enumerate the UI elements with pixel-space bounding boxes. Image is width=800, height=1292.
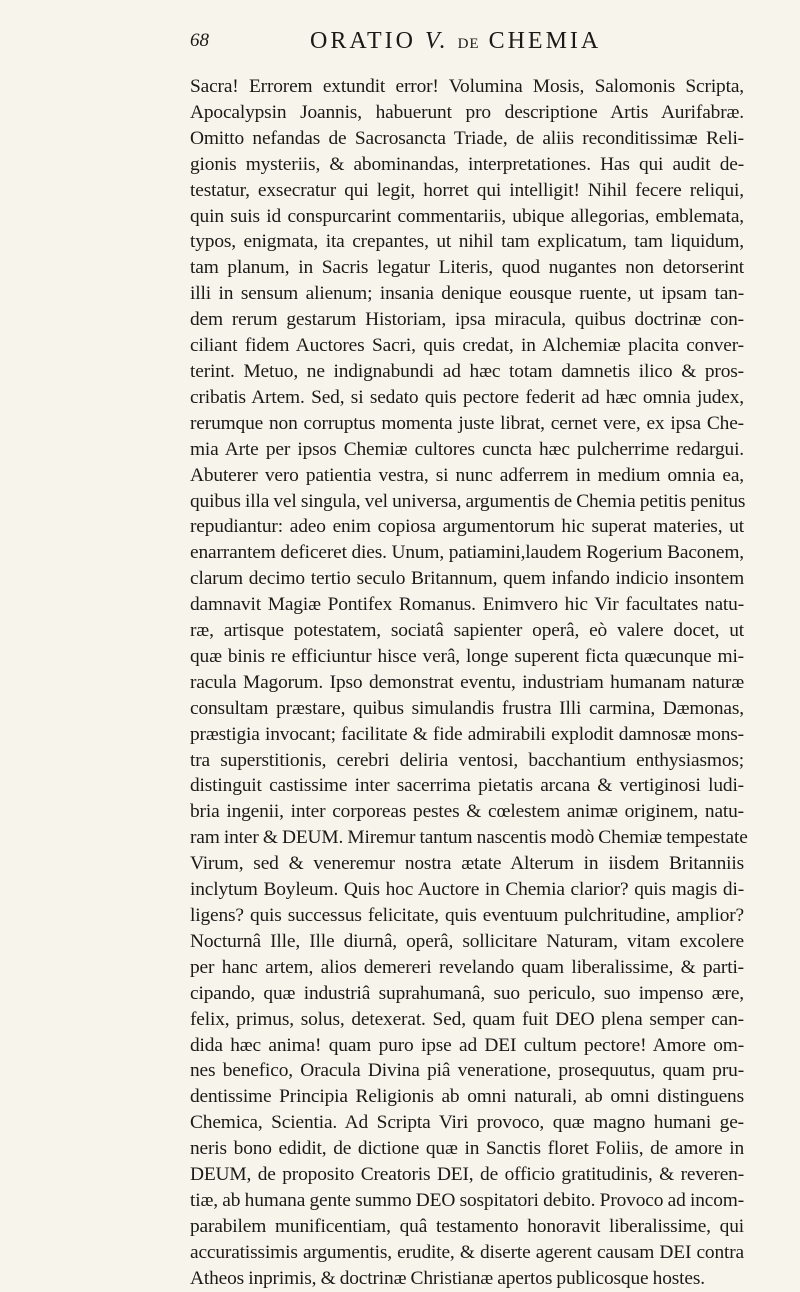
text-line: dem rerum gestarum Historiam, ipsa miracula, quibus doctrinæ con-: [190, 309, 744, 331]
text-line: Omitto nefandas de Sacrosancta Triade, de aliis reconditissimæ Reli-: [190, 127, 744, 149]
running-head-de: DE: [457, 36, 480, 52]
text-line: terint. Metuo, ne indignabundi ad hæc totam damnetis ilico & pros-: [190, 360, 744, 382]
running-head-numeral: V.: [425, 28, 449, 54]
text-line: neris bono edidit, de dictione quæ in Sanctis floret Foliis, de amore in: [190, 1138, 744, 1160]
page-number: 68: [190, 30, 209, 51]
text-line: Virum, sed & veneremur nostra ætate Alterum in iisdem Britanniis: [190, 853, 744, 875]
text-line: rerumque non corruptus momenta juste librat, cernet vere, ex ipsa Che-: [190, 412, 744, 434]
text-line: Sacra! Errorem extundit error! Volumina Mosis, Salomonis Scripta,: [190, 76, 744, 97]
text-line: illi in sensum alienum; insania denique eousque ruente, ut ipsam tan-: [190, 283, 744, 305]
text-line: parabilem munificentiam, quâ testamento honoravit liberalissime, qui: [190, 1215, 744, 1237]
text-line: gionis mysteriis, & abominandas, interpretationes. Has qui audit de-: [190, 153, 744, 175]
running-head: [310, 28, 601, 55]
text-line: inclytum Boyleum. Quis hoc Auctore in Chemia clarior? quis magis di-: [190, 879, 744, 901]
text-line: dentissime Principia Religionis ab omni naturali, ab omni distinguens: [190, 1086, 744, 1108]
text-line: cipando, quæ industriâ suprahumanâ, suo periculo, suo impenso ære,: [190, 982, 744, 1004]
text-line: tam planum, in Sacris legatur Literis, quod nugantes non detorserint: [190, 257, 744, 279]
text-line: distinguit castissime inter sacerrima pietatis arcana & vertiginosi ludi-: [190, 775, 744, 797]
text-line: mia Arte per ipsos Chemiæ cultores cuncta hæc pulcherrime redargui.: [190, 438, 744, 460]
text-line: ræ, artisque potestatem, sociatâ sapienter operâ, eò valere docet, ut: [190, 620, 744, 642]
text-line: enarrantem deficeret dies. Unum, patiamini,laudem Rogerium Baconem,: [190, 542, 744, 564]
running-head-subject: CHEMIA: [488, 28, 602, 54]
text-line: felix, primus, solus, detexerat. Sed, quam fuit DEO plena semper can-: [190, 1008, 744, 1030]
text-line: dida hæc anima! quam puro ipse ad DEI cultum pectore! Amore om-: [190, 1034, 744, 1056]
text-line: damnavit Magiæ Pontifex Romanus. Enimvero hic Vir facultates natu-: [190, 594, 744, 616]
text-line: DEUM, de proposito Creatoris DEI, de officio gratitudinis, & reveren-: [190, 1164, 744, 1186]
text-line: clarum decimo tertio seculo Britannum, quem infando indicio insontem: [190, 568, 744, 590]
body-text: [190, 74, 748, 1292]
text-line: repudiantur: adeo enim copiosa argumentorum hic superat materies, ut: [190, 516, 744, 538]
page-header: [190, 28, 744, 74]
text-line: quin suis id conspurcarint commentariis, ubique allegorias, emblemata,: [190, 205, 744, 227]
running-head-title: ORATIO: [310, 28, 416, 54]
text-line: quibus illa vel singula, vel universa, argumentis de Chemia petitis penitus: [190, 490, 746, 512]
text-line: consultam præstare, quibus simulandis frustra Illi carmina, Dæmonas,: [190, 697, 744, 719]
text-line: testatur, exsecratur qui legit, horret qui intelligit! Nihil fecere reliqui,: [190, 179, 744, 201]
text-line: cribatis Artem. Sed, si sedato quis pectore federit ad hæc omnia judex,: [190, 386, 744, 408]
text-line: typos, enigmata, ita crepantes, ut nihil tam explicatum, tam liquidum,: [190, 231, 744, 253]
text-line: Apocalypsin Joannis, habuerunt pro descriptione Artis Aurifabræ.: [190, 101, 744, 123]
text-line: præstigia invocant; facilitate & fide admirabili explodit damnosæ mons-: [190, 723, 744, 745]
text-line: quæ binis re efficiuntur hisce verâ, longe superent ficta quæcunque mi-: [190, 645, 744, 667]
text-line: tiæ, ab humana gente summo DEO sospitatori debito. Provoco ad incom-: [190, 1189, 744, 1211]
text-line: Chemica, Scientia. Ad Scripta Viri provoco, quæ magno humani ge-: [190, 1112, 744, 1134]
text-line: Abuterer vero patientia vestra, si nunc adferrem in medium omnia ea,: [190, 464, 744, 486]
text-line: ciliant fidem Auctores Sacri, quis credat, in Alchemiæ placita conver-: [190, 335, 744, 357]
text-line: per hanc artem, alios demereri revelando quam liberalissime, & parti-: [190, 956, 744, 978]
text-line: accuratissimis argumentis, erudite, & diserte agerent causam DEI contra: [190, 1241, 744, 1263]
text-line: bria ingenii, inter corporeas pestes & cœlestem animæ originem, natu-: [190, 801, 744, 823]
text-line: racula Magorum. Ipso demonstrat eventu, industriam humanam naturæ: [190, 671, 744, 693]
text-line: ligens? quis successus felicitate, quis eventuum pulchritudine, amplior?: [190, 905, 744, 926]
text-line: Nocturnâ Ille, Ille diurnâ, operâ, sollicitare Naturam, vitam excolere: [190, 930, 744, 952]
text-line: Atheos inprimis, & doctrinæ Christianæ apertos publicosque hostes.: [190, 1267, 705, 1289]
text-line: nes benefico, Oracula Divina piâ veneratione, prosequutus, quam pru-: [190, 1060, 744, 1082]
text-line: ram inter & DEUM. Miremur tantum nascentis modò Chemiæ tempestate: [190, 827, 748, 849]
text-line: tra superstitionis, cerebri deliria ventosi, bacchantium enthysiasmos;: [190, 749, 744, 771]
